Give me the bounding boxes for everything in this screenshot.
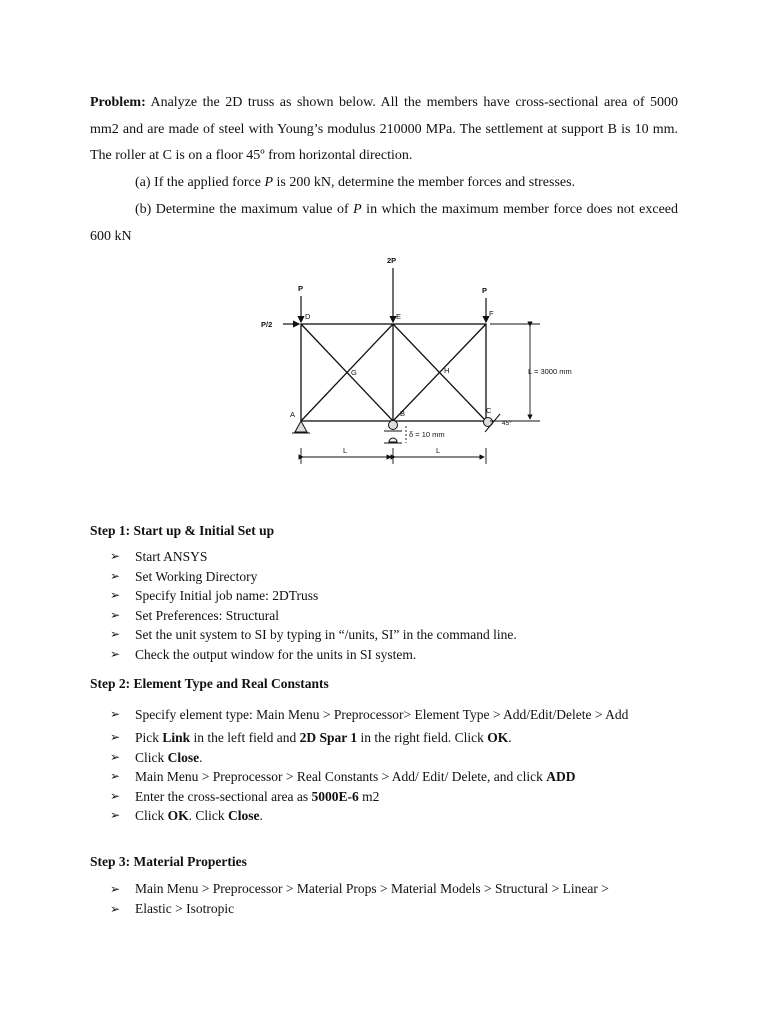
bullet-arrow-icon: ➢ xyxy=(110,588,121,602)
bullet-arrow-icon: ➢ xyxy=(110,646,121,661)
text-run: in the left field and xyxy=(190,730,300,745)
part-a-prefix: (a) If the applied force xyxy=(135,175,265,190)
text-bold: 2D Spar 1 xyxy=(299,730,358,745)
bullet-arrow-icon: ➢ xyxy=(110,749,121,764)
label-node-f: F xyxy=(489,309,494,318)
label-node-g: G xyxy=(351,368,357,377)
list-item xyxy=(110,645,680,665)
text-run: . xyxy=(259,808,263,823)
label-p2: P/2 xyxy=(261,320,273,329)
text-bold: ADD xyxy=(546,769,576,784)
label-node-d: D xyxy=(305,312,311,321)
dimensions xyxy=(301,324,540,464)
truss-members xyxy=(301,324,486,421)
list-item xyxy=(110,899,680,919)
bullet-arrow-icon: ➢ xyxy=(110,607,121,622)
part-b-var: P xyxy=(353,202,362,217)
list-item xyxy=(110,547,680,567)
list-item-text: Set the unit system to SI by typing in “/units, SI” in the command line. xyxy=(135,627,517,642)
list-item-text: Check the output window for the units in SI system. xyxy=(135,646,417,662)
step1-list xyxy=(110,547,680,664)
list-item xyxy=(110,879,680,899)
text-run: Main Menu > Preprocessor > Real Constants > Add/ Edit/ Delete, and click xyxy=(135,769,547,784)
text-bold: Link xyxy=(162,730,191,745)
list-item-text: Set Preferences: Structural xyxy=(135,607,279,623)
step3-title: Step 3: Material Properties xyxy=(90,854,247,869)
part-b-suffix: in which the maximum member force does not exceed 600 kN xyxy=(90,202,679,244)
list-item xyxy=(110,701,680,728)
bullet-arrow-icon: ➢ xyxy=(110,707,121,721)
label-angle: 45° xyxy=(502,420,512,427)
list-item xyxy=(110,728,680,748)
step1-title: Step 1: Start up & Initial Set up xyxy=(90,523,275,538)
label-height: L = 3000 mm xyxy=(528,367,572,376)
list-item xyxy=(110,625,680,645)
list-item xyxy=(110,806,680,826)
list-item-text: Main Menu > Preprocessor > Material Props > Material Models > Structural > Linear > xyxy=(135,881,609,896)
text-bold: Close xyxy=(228,808,260,823)
part-a-suffix: is 200 kN, determine the member forces and stresses. xyxy=(273,175,576,190)
bullet-arrow-icon: ➢ xyxy=(110,568,121,583)
truss-diagram xyxy=(250,250,600,470)
text-bold: Close xyxy=(167,749,200,765)
bullet-arrow-icon: ➢ xyxy=(110,808,121,822)
list-item xyxy=(110,787,680,807)
list-item-text: Elastic > Isotropic xyxy=(135,901,235,916)
label-p-f: P xyxy=(482,286,488,295)
step3-list xyxy=(110,879,680,919)
label-settlement: δ = 10 mm xyxy=(409,430,445,439)
loads xyxy=(283,268,486,324)
part-a-var: P xyxy=(264,175,273,190)
label-span-left: L xyxy=(343,446,348,455)
label-p-d: P xyxy=(298,284,304,293)
label-node-e: E xyxy=(396,312,402,321)
list-item xyxy=(110,567,680,587)
bullet-arrow-icon: ➢ xyxy=(110,549,121,563)
text-run: Enter the cross-sectional area as xyxy=(135,788,312,804)
label-node-a: A xyxy=(290,410,296,419)
label-node-h: H xyxy=(444,366,450,375)
part-a xyxy=(90,170,678,197)
list-item xyxy=(110,586,680,606)
bullet-arrow-icon: ➢ xyxy=(110,902,121,916)
step2-list xyxy=(110,701,680,826)
list-item-text: Set Working Directory xyxy=(135,568,258,584)
list-item xyxy=(110,606,680,626)
list-item-text: Start ANSYS xyxy=(135,549,208,564)
part-b-prefix: (b) Determine the maximum value of xyxy=(135,202,354,217)
figure-labels xyxy=(261,256,572,455)
label-2p: 2P xyxy=(387,256,397,265)
part-b xyxy=(90,197,678,250)
text-bold: 5000E-6 xyxy=(311,788,359,804)
text-run: . Click xyxy=(188,808,229,823)
text-run: . xyxy=(199,749,203,765)
text-run: Click xyxy=(135,808,168,823)
text-bold: OK xyxy=(167,808,189,823)
bullet-arrow-icon: ➢ xyxy=(110,627,121,641)
text-run: in the right field. Click xyxy=(357,730,488,745)
list-item-text: Specify element type: Main Menu > Preprocessor> Element Type > Add/Edit/Delete > Add xyxy=(135,707,629,722)
problem-statement xyxy=(90,90,678,170)
bullet-arrow-icon: ➢ xyxy=(110,788,121,803)
list-item-text: Specify Initial job name: 2DTruss xyxy=(135,588,319,603)
text-run: Click xyxy=(135,749,168,765)
bullet-arrow-icon: ➢ xyxy=(110,730,121,744)
list-item xyxy=(110,748,680,768)
text-bold: OK xyxy=(487,730,509,745)
settled-support-b xyxy=(389,438,397,442)
text-run: Pick xyxy=(135,730,163,745)
text-run: m2 xyxy=(358,788,380,804)
problem-text: Analyze the 2D truss as shown below. All the members have cross-sectional area of 5000 mm2 and are made of steel with Young’s modulus 210000 MPa. The settlement at support B is 10 mm. The roller at C is on a floor 45º from horizontal direction. xyxy=(90,95,678,163)
label-node-c: C xyxy=(486,406,492,415)
pin-support-a xyxy=(295,421,307,432)
label-span-right: L xyxy=(436,446,441,455)
step2-title: Step 2: Element Type and Real Constants xyxy=(90,676,329,691)
problem-label: Problem: xyxy=(90,95,146,110)
list-item xyxy=(110,767,680,787)
bullet-arrow-icon: ➢ xyxy=(110,769,121,783)
roller-support-b xyxy=(389,421,398,430)
label-node-b: B xyxy=(400,409,406,418)
bullet-arrow-icon: ➢ xyxy=(110,882,121,896)
text-run: . xyxy=(508,730,512,745)
